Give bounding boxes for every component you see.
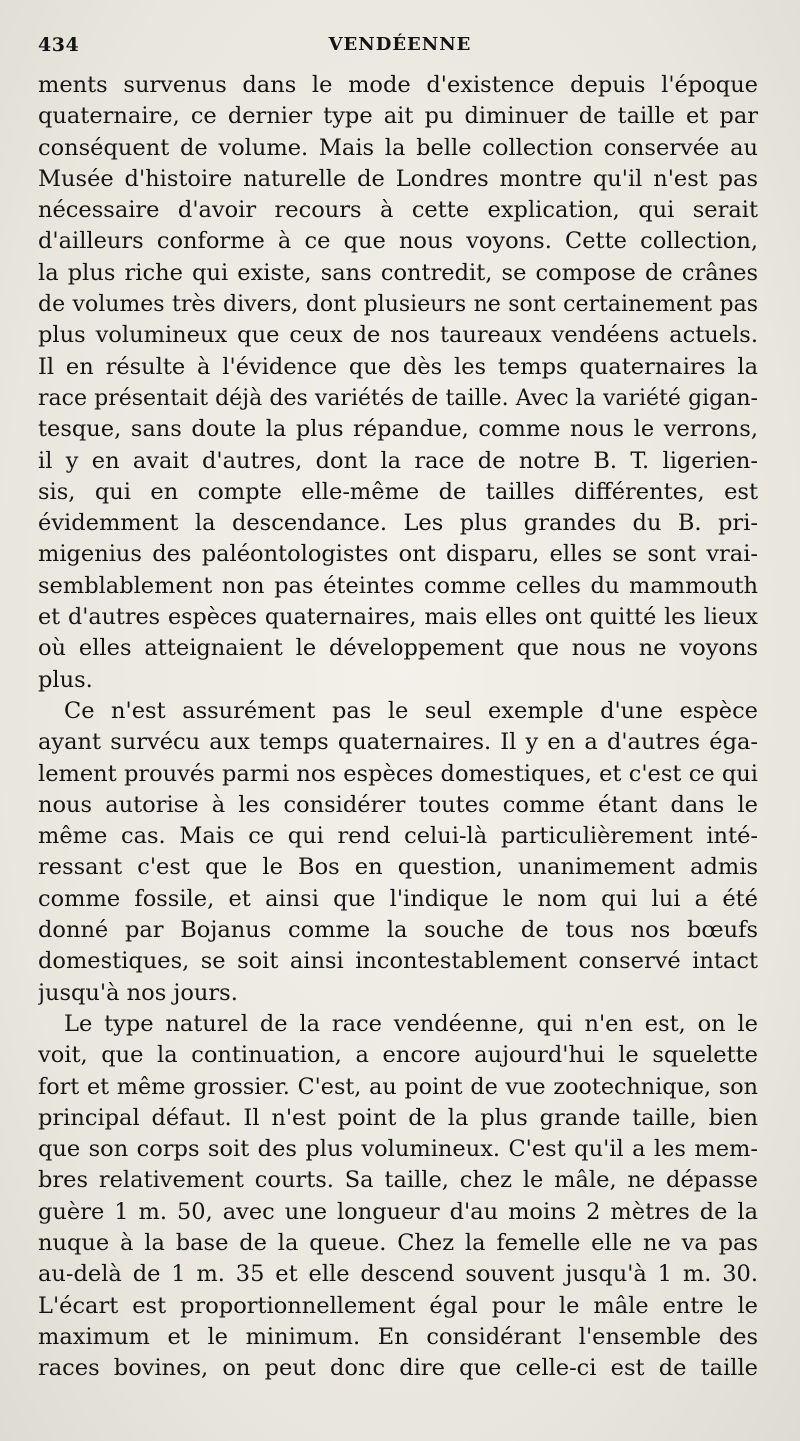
text-line: Il en résulte à l'évidence que dès les temps quaternaires la xyxy=(38,353,758,380)
running-head: VENDÉENNE xyxy=(328,34,472,55)
text-line: L'écart est proportionnellement égal pour le mâle entre le xyxy=(38,1292,758,1319)
text-line: nous autorise à les considérer toutes comme étant dans le xyxy=(38,791,758,818)
text-line: d'ailleurs conforme à ce que nous voyons. Cette collection, xyxy=(38,228,758,255)
text-line: que son corps soit des plus volumineux. C'est qu'il a les mem- xyxy=(38,1136,758,1163)
text-line: il y en avait d'autres, dont la race de notre B. T. ligerien- xyxy=(38,447,758,474)
text-line: plus volumineux que ceux de nos taureaux vendéens actuels. xyxy=(38,322,758,349)
text-line: donné par Bojanus comme la souche de tous nos bœufs xyxy=(38,917,758,944)
text-line: guère 1 m. 50, avec une longueur d'au moins 2 mètres de la xyxy=(38,1198,758,1225)
text-line: semblablement non pas éteintes comme celles du mammouth xyxy=(38,572,758,599)
text-line: de volumes très divers, dont plusieurs ne sont certainement pas xyxy=(38,292,758,318)
text-line: Ce n'est assurément pas le seul exemple d'une espèce xyxy=(64,697,758,724)
text-line: fort et même grossier. C'est, au point de vue zootechnique, son xyxy=(38,1073,758,1100)
text-line: comme fossile, et ainsi que l'indique le nom qui lui a été xyxy=(38,885,758,912)
body-text xyxy=(38,70,758,1384)
text-line: ayant survécu aux temps quaternaires. Il y en a d'autres éga- xyxy=(38,729,758,756)
text-line: domestiques, se soit ainsi incontestablement conservé intact xyxy=(38,948,758,975)
text-line: même cas. Mais ce qui rend celui-là particulièrement inté- xyxy=(38,823,758,850)
text-line: migenius des paléontologistes ont disparu, elles se sont vrai- xyxy=(38,541,758,568)
text-line: voit, que la continuation, a encore aujourd'hui le squelette xyxy=(38,1042,758,1069)
text-line: race présentait déjà des variétés de taille. Avec la variété gigan- xyxy=(38,385,758,411)
text-line: nécessaire d'avoir recours à cette explication, qui serait xyxy=(38,197,758,224)
page-header xyxy=(36,30,764,64)
text-line: conséquent de volume. Mais la belle collection conservée au xyxy=(38,134,758,161)
text-line: sis, qui en compte elle-même de tailles différentes, est xyxy=(38,478,758,505)
text-line: évidemment la descendance. Les plus grandes du B. pri- xyxy=(38,510,758,537)
text-line: la plus riche qui existe, sans contredit, se compose de crânes xyxy=(38,259,758,286)
text-line: quaternaire, ce dernier type ait pu diminuer de taille et par xyxy=(38,103,758,130)
text-line: où elles atteignaient le développement que nous ne voyons xyxy=(38,635,758,662)
text-line: ressant c'est que le Bos en question, unanimement admis xyxy=(38,854,758,881)
text-line: lement prouvés parmi nos espèces domestiques, et c'est ce qui xyxy=(38,760,758,787)
text-line: tesque, sans doute la plus répandue, comme nous le verrons, xyxy=(38,416,758,443)
text-line: maximum et le minimum. En considérant l'ensemble des xyxy=(38,1323,758,1350)
text-line: nuque à la base de la queue. Chez la femelle elle ne va pas xyxy=(38,1229,758,1256)
text-line: au-delà de 1 m. 35 et elle descend souvent jusqu'à 1 m. 30. xyxy=(38,1261,758,1288)
text-line: principal défaut. Il n'est point de la plus grande taille, bien xyxy=(38,1104,758,1131)
text-line: plus. xyxy=(38,666,93,693)
text-line: Musée d'histoire naturelle de Londres montre qu'il n'est pas xyxy=(38,165,758,192)
text-line: et d'autres espèces quaternaires, mais elles ont quitté les lieux xyxy=(38,604,758,631)
text-line: jusqu'à nos jours. xyxy=(38,979,238,1006)
page-number: 434 xyxy=(38,34,80,56)
text-line: races bovines, on peut donc dire que celle-ci est de taille xyxy=(38,1355,758,1382)
text-line: bres relativement courts. Sa taille, chez le mâle, ne dépasse xyxy=(38,1167,758,1194)
text-line: ments survenus dans le mode d'existence depuis l'époque xyxy=(38,72,758,98)
text-line: Le type naturel de la race vendéenne, qui n'en est, on le xyxy=(64,1010,758,1037)
